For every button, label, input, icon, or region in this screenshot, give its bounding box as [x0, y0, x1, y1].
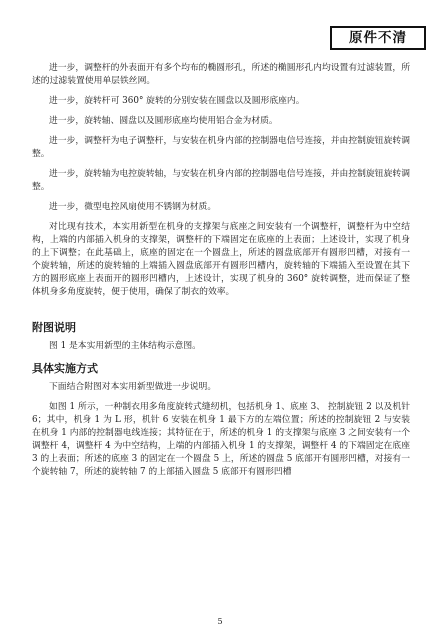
paragraph: 如图 1 所示，一种制衣用多角度旋转式缝纫机，包括机身 1、底座 3、 控制旋钮 2 以及机针 6；其中，机身 1 为 L 形，机针 6 安装在机身 1 最下方的左端位置；所述的控制旋钮 2 与安装在机身 1 内部的控制器电线连接；其特征在于，所述的机身 1 的支撑架与底座 3 之间安装有一个调整杆 4，调整杆 4 为中空结构，上端的内部插入机身 1 的支撑架，调整杆 4 的下端固定在底座 3 的上表面；所述的底座 3 的固定在一个圆盘 5 上，所述的圆盘 5 底部开有圆形凹槽，对接有一个旋转轴 7，所述的旋转轴 7 的上部插入圆盘 5 底部开有圆形凹槽: [32, 402, 410, 477]
paragraph: 进一步，调整杆为电子调整杆，与安装在机身内部的控制器电信号连接，并由控制旋钮旋转调整。: [32, 136, 410, 159]
paragraph: 进一步，旋转轴为电控旋转轴，与安装在机身内部的控制器电信号连接，并由控制旋钮旋转调整。: [32, 169, 410, 192]
paragraph: 进一步，旋转轴、圆盘以及圆形底座均使用铝合金为材质。: [49, 116, 278, 126]
page-number: 5: [217, 617, 223, 626]
section-heading-embodiment: 具体实施方式: [32, 362, 98, 375]
document-body: [32, 62, 410, 479]
paragraph: 进一步，旋转杆可 360° 旋转的分别安装在圆盘以及圆形底座内。: [49, 96, 305, 106]
paragraph: 进一步，调整杆的外表面开有多个均布的椭圆形孔，所述的椭圆形孔内均设置有过滤装置，所述的过滤装置使用单层铁丝网。: [32, 63, 410, 86]
paragraph: 图 1 是本实用新型的主体结构示意图。: [49, 341, 201, 351]
paragraph: 下面结合附图对本实用新型做进一步说明。: [49, 382, 217, 392]
section-heading-figures: 附图说明: [32, 321, 76, 334]
stamp-original-unclear: 原件不清: [330, 26, 426, 50]
paragraph: 对比现有技术，本实用新型在机身的支撑架与底座之间安装有一个调整杆，调整杆为中空结构，上端的内部插入机身的支撑架，调整杆的下端固定在底座的上表面；上述设计，实现了机身的上下调整；在此基础上，底座的固定在一个圆盘上，所述的圆盘底部开有圆形凹槽，对接有一个旋转轴，所述的旋转轴的上端插入圆盘底部开有圆形凹槽内，旋转轴的下端插入至设置在其下方的圆形底座上表面开的圆形凹槽内，上述设计，实现了机身的 360° 旋转调整，进而保证了整体机身多角度旋转，便于使用，确保了制衣的效率。: [32, 222, 410, 297]
paragraph: 进一步，微型电控风扇使用不锈钢为材质。: [49, 202, 217, 212]
